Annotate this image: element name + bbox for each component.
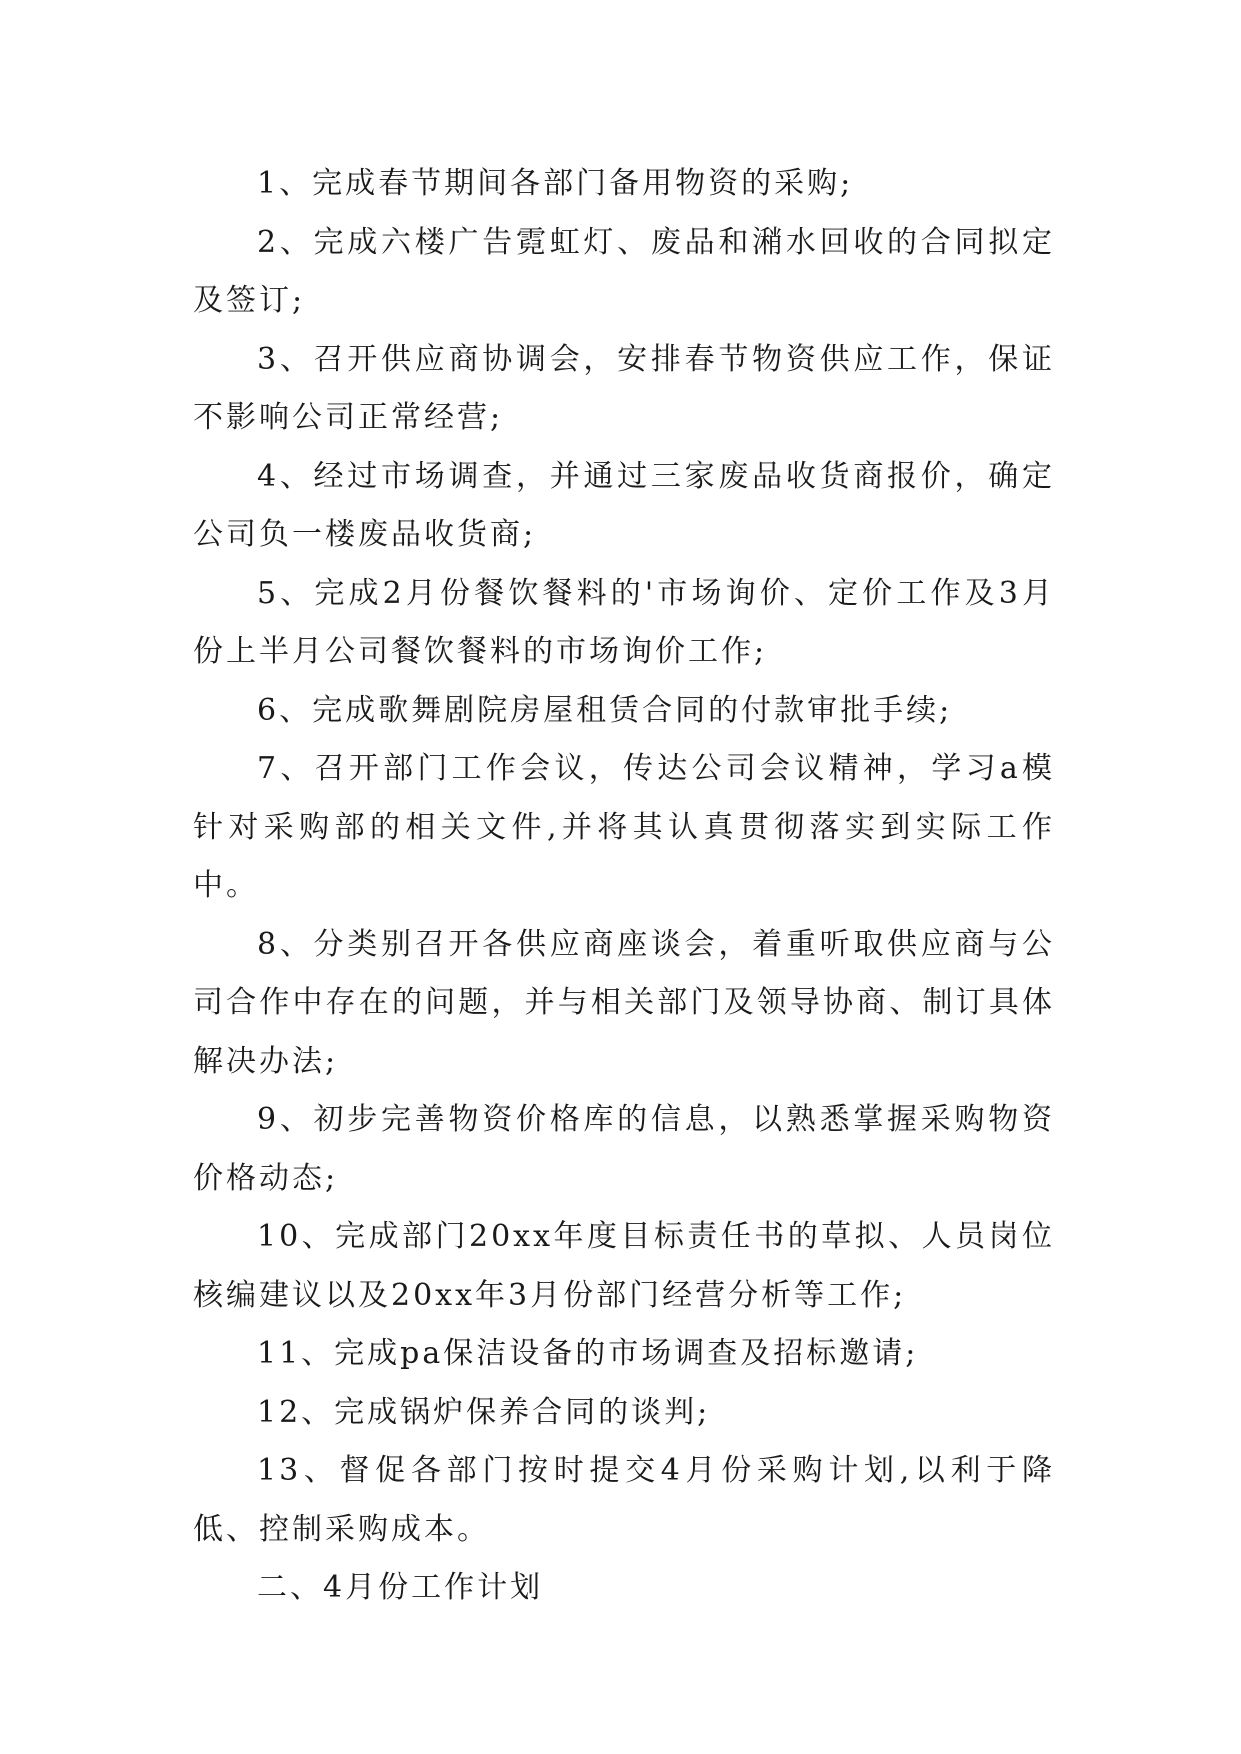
paragraph-item-7: 7、召开部门工作会议，传达公司会议精神，学习a模针对采购部的相关文件,并将其认真贯彻落实到实际工作中。 [193,751,1055,903]
section-heading: 二、4月份工作计划 [257,1570,544,1605]
paragraph-item-12: 12、完成锅炉保养合同的谈判; [257,1394,711,1430]
paragraph-item-2: 2、完成六楼广告霓虹灯、废品和潲水回收的合同拟定及签订; [193,224,1055,318]
paragraph-item-9: 9、初步完善物资价格库的信息，以熟悉掌握采购物资价格动态; [193,1102,1055,1196]
paragraph-item-10: 10、完成部门20xx年度目标责任书的草拟、人员岗位核编建议以及20xx年3月份部门经营分析等工作; [193,1219,1055,1313]
document-body [193,155,1055,1618]
paragraph-item-8: 8、分类别召开各供应商座谈会，着重听取供应商与公司合作中存在的问题，并与相关部门及领导协商、制订具体解决办法; [193,926,1055,1079]
paragraph-item-4: 4、经过市场调查，并通过三家废品收货商报价，确定公司负一楼废品收货商; [193,458,1055,552]
paragraph-item-11: 11、完成pa保洁设备的市场调查及招标邀请; [257,1336,919,1371]
paragraph-item-5: 5、完成2月份餐饮餐料的'市场询价、定价工作及3月份上半月公司餐饮餐料的市场询价工作; [193,575,1055,669]
paragraph-item-1: 1、完成春节期间各部门备用物资的采购; [257,166,854,201]
paragraph-item-3: 3、召开供应商协调会，安排春节物资供应工作，保证不影响公司正常经营; [193,341,1055,435]
paragraph-item-13: 13、督促各部门按时提交4月份采购计划,以利于降低、控制采购成本。 [193,1453,1055,1547]
paragraph-item-6: 6、完成歌舞剧院房屋租赁合同的付款审批手续; [257,692,953,728]
